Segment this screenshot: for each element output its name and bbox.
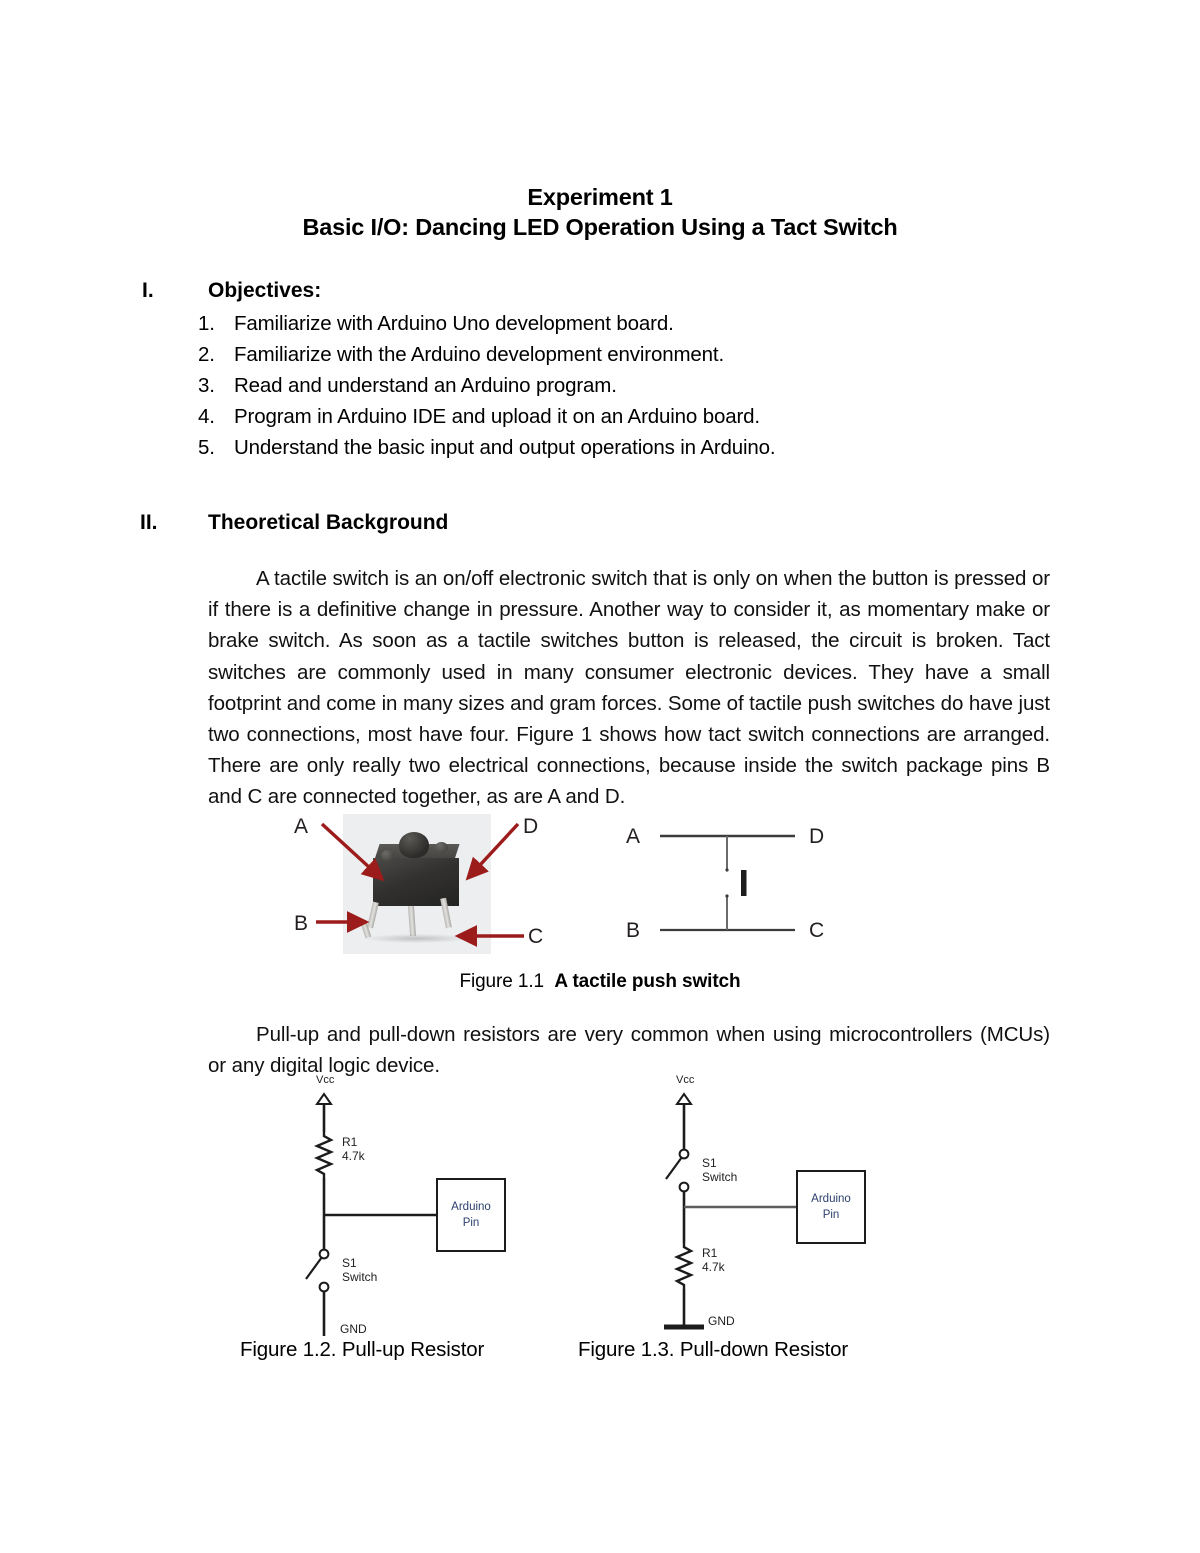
- figure-1-3-caption: Figure 1.3. Pull-down Resistor: [578, 1338, 849, 1361]
- list-item-number: 5.: [198, 436, 215, 459]
- title-line-2: Basic I/O: Dancing LED Operation Using a Tact Switch: [302, 214, 898, 240]
- section-heading-background: Theoretical Background: [208, 511, 449, 534]
- list-item: [198, 401, 1058, 432]
- list-item: [198, 432, 1058, 463]
- paragraph-text: A tactile switch is an on/off electronic switch that is only on when the button is pressed or if there is a definitive change in pressure. Another way to consider it, as momentary make or brake switch. As soon as a tactile switches button is released, the circuit is broken. Tact switches are commonly used in many consumer electronic devices. They have a small footprint and come in many sizes and gram forces. Some of tactile push switches do have just two connections, most have four. Figure 1 shows how tact switch connections are arranged. There are only really two electrical connections, because inside the switch package pins B and C are connected together, as are A and D.: [208, 567, 1050, 809]
- list-item: [198, 339, 1058, 370]
- list-item-text: Read and understand an Arduino program.: [234, 374, 617, 397]
- schematic-pin-label-b: B: [626, 919, 641, 942]
- pullup-vcc-label: Vcc: [316, 1074, 335, 1086]
- schematic-pin-label-c: C: [809, 919, 825, 942]
- schematic-pin-label-d: D: [809, 825, 825, 848]
- figure-1-3-pulldown-circuit: [660, 1074, 900, 1339]
- pulldown-switch-name: Switch: [702, 1170, 738, 1184]
- background-paragraph-1: [208, 563, 1050, 813]
- page-title: [150, 182, 1050, 242]
- pullup-gnd-label: GND: [340, 1322, 367, 1336]
- pullup-switch-name: Switch: [342, 1270, 378, 1284]
- pulldown-arduino-pin-box: [797, 1171, 865, 1243]
- pullup-box-line-1: Arduino: [451, 1201, 491, 1213]
- list-item-text: Familiarize with the Arduino development environment.: [234, 343, 724, 366]
- list-item-number: 2.: [198, 343, 215, 366]
- schematic-pin-label-a: A: [626, 825, 641, 848]
- title-line-1: Experiment 1: [527, 184, 673, 210]
- photo-pin-label-b: B: [294, 912, 309, 935]
- pulldown-resistor-value: 4.7k: [702, 1260, 725, 1274]
- list-item: [198, 308, 1058, 339]
- pulldown-switch-ref: S1: [702, 1156, 717, 1170]
- objectives-list: [198, 308, 1058, 463]
- figure-1-2-caption: Figure 1.2. Pull-up Resistor: [240, 1338, 485, 1361]
- pullup-switch-ref: S1: [342, 1256, 357, 1270]
- pulldown-resistor-ref: R1: [702, 1246, 718, 1260]
- pullup-resistor-ref: R1: [342, 1135, 358, 1149]
- list-item: [198, 370, 1058, 401]
- list-item-number: 3.: [198, 374, 215, 397]
- section-numeral-objectives: I.: [142, 279, 154, 302]
- pullup-resistor-value: 4.7k: [342, 1149, 365, 1163]
- list-item-number: 1.: [198, 312, 215, 335]
- list-item-text: Understand the basic input and output operations in Arduino.: [234, 436, 776, 459]
- list-item-number: 4.: [198, 405, 215, 428]
- pulldown-gnd-label: GND: [708, 1314, 735, 1328]
- figure-1-1-caption: [340, 970, 860, 994]
- pullup-arduino-pin-box: [437, 1179, 505, 1251]
- photo-pin-label-a: A: [294, 815, 309, 838]
- tact-switch-schematic: [610, 808, 880, 958]
- list-item-text: Program in Arduino IDE and upload it on an Arduino board.: [234, 405, 760, 428]
- section-numeral-background: II.: [140, 511, 158, 534]
- photo-pin-label-c: C: [528, 925, 544, 948]
- photo-pin-label-d: D: [523, 815, 539, 838]
- figure-1-1-caption-prefix: Figure 1.1: [459, 971, 544, 992]
- figure-1-1-caption-text: A tactile push switch: [554, 971, 741, 992]
- section-heading-objectives: Objectives:: [208, 279, 322, 302]
- pulldown-box-line-1: Arduino: [811, 1193, 851, 1205]
- background-paragraph-2: [208, 1019, 1050, 1081]
- pulldown-box-line-2: Pin: [822, 1209, 840, 1221]
- schematic-svg: [610, 808, 880, 958]
- paragraph-text: Pull-up and pull-down resistors are very common when using microcontrollers (MCUs) or any digital logic device.: [208, 1023, 1050, 1078]
- list-item-text: Familiarize with Arduino Uno development board.: [234, 312, 674, 335]
- pulldown-vcc-label: Vcc: [676, 1074, 695, 1086]
- figure-1-2-pullup-circuit: [300, 1074, 540, 1339]
- pullup-box-line-2: Pin: [462, 1217, 480, 1229]
- figure-1-1: [280, 808, 890, 958]
